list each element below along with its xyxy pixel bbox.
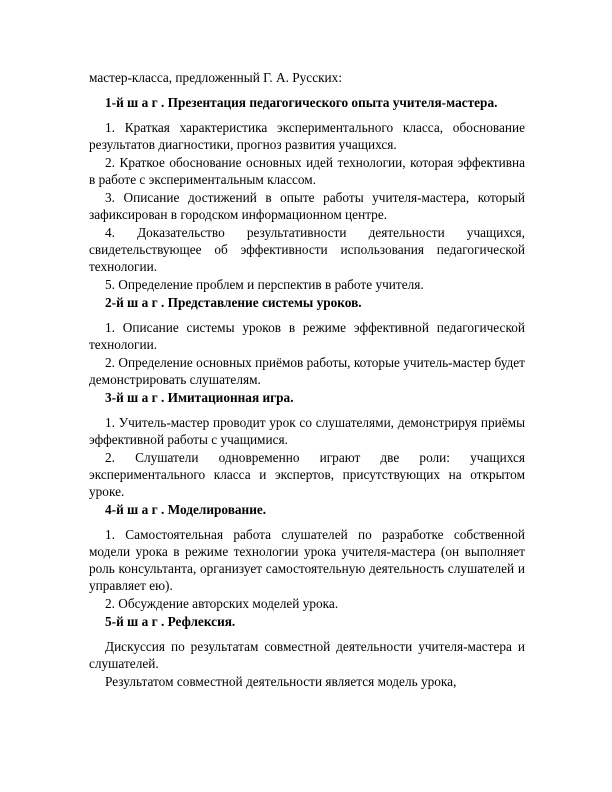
section-step-4 (89, 501, 525, 612)
page-content (89, 69, 525, 691)
list-item: 1. Краткая характеристика экспериментального класса, обоснование результатов диагностики, прогноз развития учащихся. (89, 120, 525, 152)
step-heading: 2-й ш а г . Представление системы уроков. (105, 295, 362, 310)
section-step-1 (89, 94, 525, 293)
list-item: 2. Определение основных приёмов работы, которые учитель-мастер будет демонстрировать слушателям. (89, 355, 525, 387)
list-item: 4. Доказательство результативности деятельности учащихся, свидетельствующее об эффективности использования педагогической технологии. (89, 225, 525, 274)
section-step-5 (89, 613, 525, 690)
list-item: 1. Самостоятельная работа слушателей по разработке собственной модели урока в режиме технологии урока учителя-мастера (он выполняет роль консультанта, организует самостоятельную деятельность слушателей и управляет ею). (89, 527, 525, 593)
step-heading: 5-й ш а г . Рефлексия. (105, 614, 236, 629)
step-heading: 1-й ш а г . Презентация педагогического опыта учителя-мастера. (105, 95, 498, 110)
step-heading: 3-й ш а г . Имитационная игра. (105, 390, 294, 405)
list-item: Дискуссия по результатам совместной деятельности учителя-мастера и слушателей. (89, 639, 525, 671)
list-item: 2. Краткое обоснование основных идей технологии, которая эффективна в работе с экспериментальным классом. (89, 155, 525, 187)
list-item: 3. Описание достижений в опыте работы учителя-мастера, который зафиксирован в городском информационном центре. (89, 190, 525, 222)
list-item: 1. Учитель-мастер проводит урок со слушателями, демонстрируя приёмы эффективной работы с учащимися. (89, 415, 525, 447)
list-item: 2. Обсуждение авторских моделей урока. (105, 596, 339, 611)
step-heading: 4-й ш а г . Моделирование. (105, 502, 267, 517)
intro-line: мастер-класса, предложенный Г. А. Русских: (89, 70, 343, 85)
list-item: Результатом совместной деятельности является модель урока, (105, 674, 457, 689)
list-item: 2. Слушатели одновременно играют две роли: учащихся экспериментального класса и экспертов, присутствующих на открытом уроке. (89, 450, 525, 499)
list-item: 1. Описание системы уроков в режиме эффективной педагогической технологии. (89, 320, 525, 352)
section-step-2 (89, 294, 525, 388)
section-step-3 (89, 389, 525, 500)
list-item: 5. Определение проблем и перспектив в работе учителя. (105, 277, 424, 292)
